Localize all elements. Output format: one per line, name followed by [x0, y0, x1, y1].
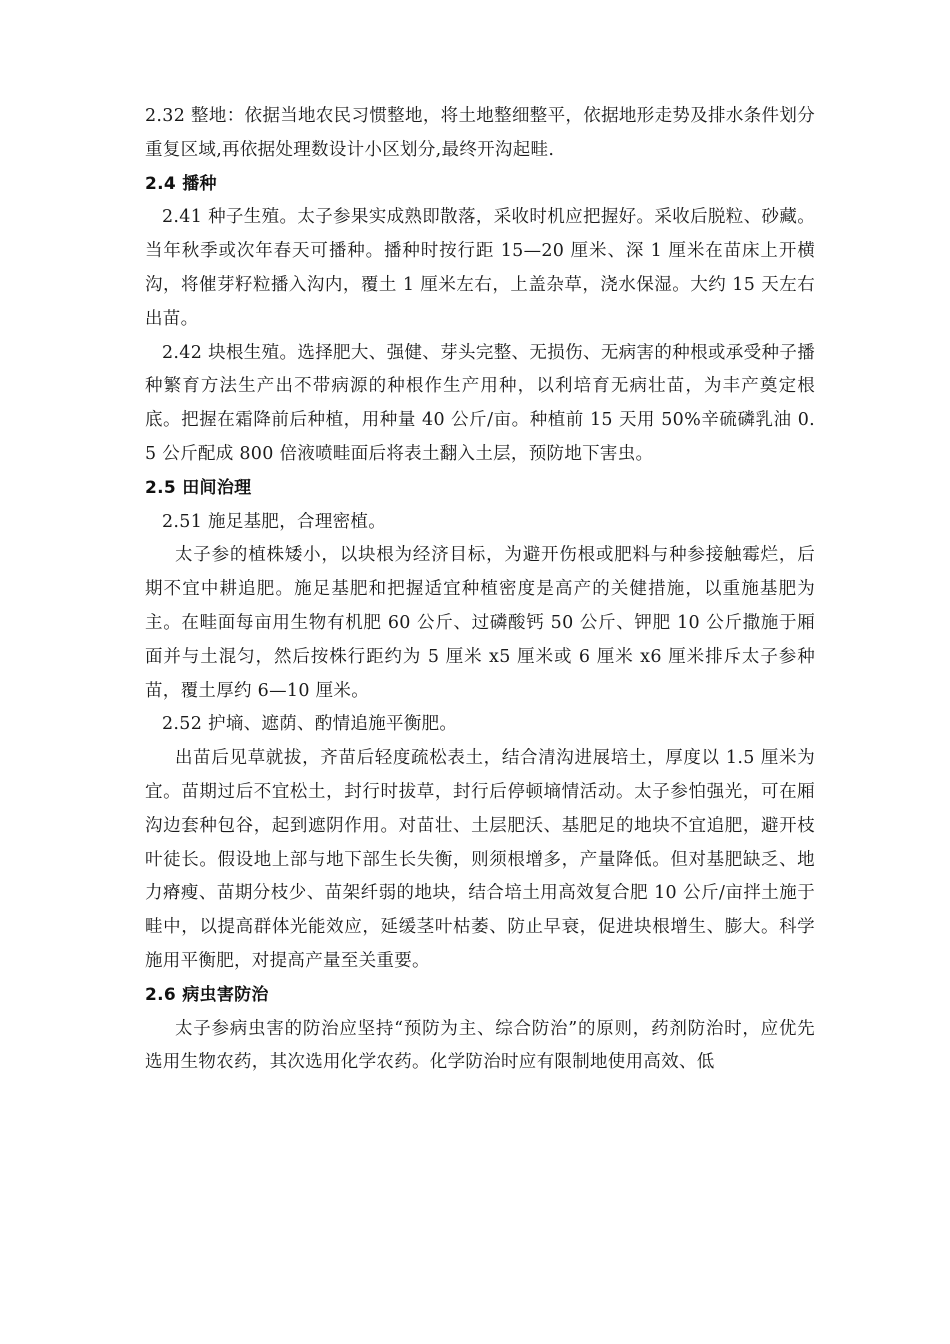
- paragraph-2-41: 2.41 种子生殖。太子参果实成熟即散落，采收时机应把握好。采收后脱粒、砂藏。当年秋季或次年春天可播种。播种时按行距 15—20 厘米、深 1 厘米在苗床上开横沟，将催芽籽粒播入沟内，覆土 1 厘米左右，上盖杂草，浇水保湿。大约 15 天左右出苗。: [145, 207, 815, 329]
- heading-2-4: 2.4 播种: [145, 173, 217, 194]
- paragraph-2-42: 2.42 块根生殖。选择肥大、强健、芽头完整、无损伤、无病害的种根或承受种子播种繁育方法生产出不带病源的种根作生产用种，以利培育无病壮苗，为丰产奠定根底。把握在霜降前后种植，用种量 40 公斤/亩。种植前 15 天用 50%辛硫磷乳油 0.5 公斤配成 800 倍液喷畦面后将表土翻入土层，预防地下害虫。: [145, 342, 815, 464]
- heading-2-6: 2.6 病虫害防治: [145, 984, 269, 1005]
- heading-2-5: 2.5 田间治理: [145, 477, 252, 498]
- paragraph-2-51: 2.51 施足基肥，合理密植。: [162, 511, 387, 532]
- paragraph-2-52-body: 出苗后见草就拔，齐苗后轻度疏松表土，结合清沟进展培土，厚度以 1.5 厘米为宜。苗期过后不宜松土，封行时拔草，封行后停顿墒情活动。太子参怕强光，可在厢沟边套种包谷，起到遮阴作用。对苗壮、土层肥沃、基肥足的地块不宜追肥，避开枝叶徒长。假设地上部与地下部生长失衡，则须根增多，产量降低。但对基肥缺乏、地力瘠瘦、苗期分枝少、苗架纤弱的地块，结合培土用高效复合肥 10 公斤/亩拌土施于畦中，以提高群体光能效应，延缓茎叶枯萎、防止早衰，促进块根增生、膨大。科学施用平衡肥，对提高产量至关重要。: [145, 748, 815, 971]
- paragraph-2-32: 2.32 整地：依据当地农民习惯整地，将土地整细整平，依据地形走势及排水条件划分重复区域,再依据处理数设计小区划分,最终开沟起畦.: [145, 106, 815, 160]
- paragraph-2-52: 2.52 护墒、遮荫、酌情追施平衡肥。: [162, 714, 458, 735]
- paragraph-2-6-body: 太子参病虫害的防治应坚持“预防为主、综合防治”的原则，药剂防治时，应优先选用生物农药，其次选用化学农药。化学防治时应有限制地使用高效、低: [145, 1018, 815, 1073]
- document-body: [145, 100, 815, 1080]
- paragraph-2-51-body: 太子参的植株矮小，以块根为经济目标，为避开伤根或肥料与种参接触霉烂，后期不宜中耕追肥。施足基肥和把握适宜种植密度是高产的关健措施，以重施基肥为主。在畦面每亩用生物有机肥 60 公斤、过磷酸钙 50 公斤、钾肥 10 公斤撒施于厢面并与土混匀，然后按株行距约为 5 厘米 x5 厘米或 6 厘米 x6 厘米排斥太子参种苗，覆土厚约 6—10 厘米。: [145, 545, 815, 701]
